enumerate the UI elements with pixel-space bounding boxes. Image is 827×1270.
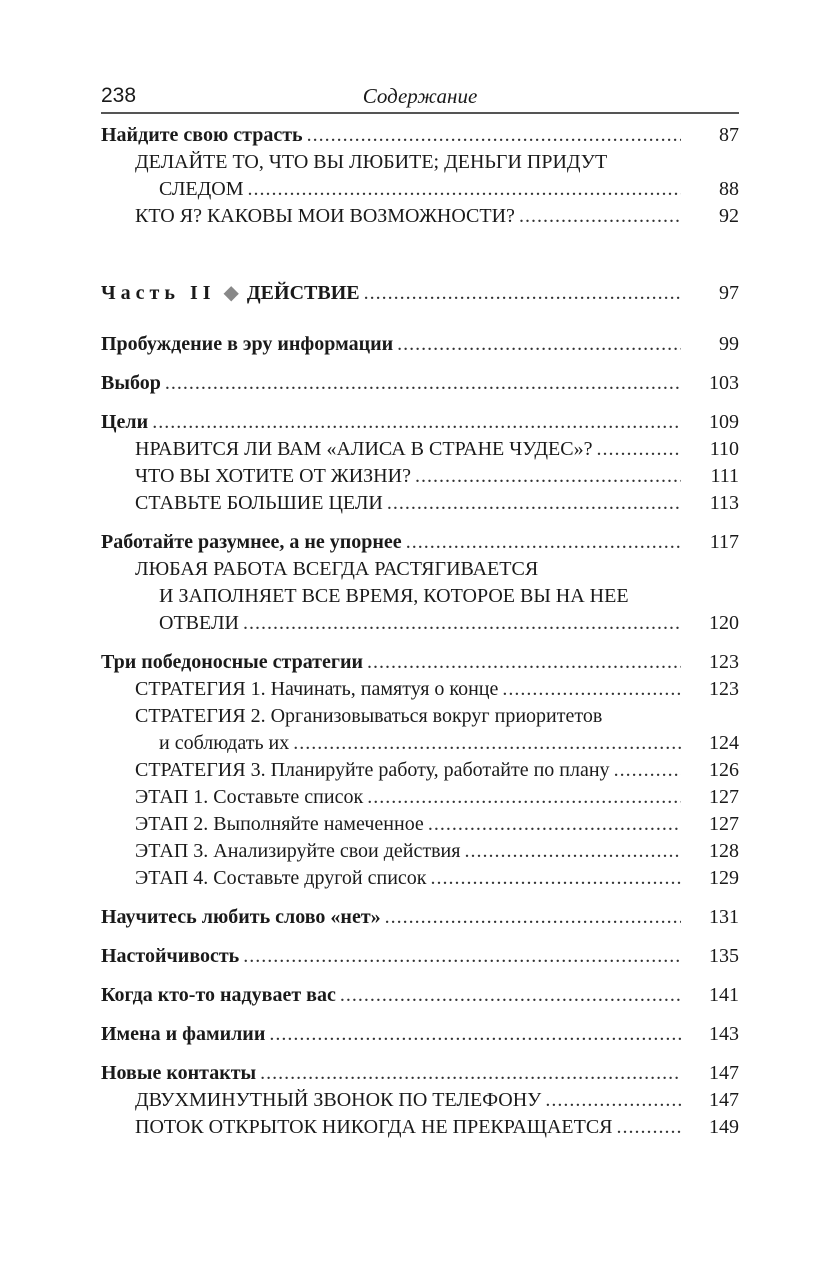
toc-entry	[101, 784, 739, 811]
dot-leader	[364, 280, 681, 307]
toc-entry	[101, 1021, 739, 1048]
toc-entry	[101, 149, 739, 176]
toc-entry	[101, 1087, 739, 1114]
toc-title: Новые контакты	[101, 1062, 257, 1084]
dot-leader	[397, 331, 681, 358]
toc-page: 135	[709, 945, 739, 967]
toc-title: и соблюдать их	[159, 732, 290, 754]
toc-title: Цели	[101, 411, 149, 433]
toc-page: 143	[709, 1023, 739, 1045]
toc-title: СЛЕДОМ	[159, 178, 244, 200]
toc-entry	[101, 583, 739, 610]
toc-title: НРАВИТСЯ ЛИ ВАМ «АЛИСА В СТРАНЕ ЧУДЕС»?	[135, 438, 593, 460]
toc-title: ЧТО ВЫ ХОТИТЕ ОТ ЖИЗНИ?	[135, 465, 411, 487]
toc-entry	[101, 1060, 739, 1087]
toc-page: 127	[709, 786, 739, 808]
toc-title: Когда кто-то надувает вас	[101, 984, 336, 1006]
dot-leader	[248, 176, 682, 203]
toc-title: Работайте разумнее, а не упорнее	[101, 531, 402, 553]
toc-entry	[101, 176, 739, 203]
toc-title: Пробуждение в эру информации	[101, 333, 394, 355]
toc-title: КТО Я? КАКОВЫ МОИ ВОЗМОЖНОСТИ?	[135, 205, 515, 227]
dot-leader	[415, 463, 681, 490]
dot-leader	[464, 838, 681, 865]
toc-page: 147	[709, 1062, 739, 1084]
dot-leader	[428, 811, 681, 838]
toc-page: 131	[709, 906, 739, 928]
running-title: Содержание	[362, 84, 478, 108]
toc-page: 110	[709, 438, 739, 460]
toc-entry	[101, 122, 739, 149]
part-heading	[101, 280, 739, 307]
toc-title: ЛЮБАЯ РАБОТА ВСЕГДА РАСТЯГИВАЕТСЯ	[135, 558, 539, 580]
toc-title: ЭТАП 4. Составьте другой список	[135, 867, 427, 889]
dot-leader	[307, 122, 681, 149]
dot-leader	[387, 490, 681, 517]
toc-title: Три победоносные стратегии	[101, 651, 364, 673]
toc-title: ЭТАП 1. Составьте список	[135, 786, 364, 808]
toc-entry	[101, 490, 739, 517]
toc-title: И ЗАПОЛНЯЕТ ВСЕ ВРЕМЯ, КОТОРОЕ ВЫ НА НЕЕ	[159, 585, 629, 607]
dot-leader	[269, 1021, 681, 1048]
toc-title: ДЕЛАЙТЕ ТО, ЧТО ВЫ ЛЮБИТЕ; ДЕНЬГИ ПРИДУТ	[135, 151, 608, 173]
toc-page: 88	[719, 178, 739, 200]
toc-page: 109	[709, 411, 739, 433]
dot-leader	[385, 904, 681, 931]
toc-page: 141	[709, 984, 739, 1006]
toc-page: 127	[709, 813, 739, 835]
toc-title: ЭТАП 2. Выполняйте намеченное	[135, 813, 424, 835]
dot-leader	[293, 730, 681, 757]
toc-page: 87	[719, 124, 739, 146]
dot-leader	[243, 943, 681, 970]
toc-entry	[101, 436, 739, 463]
toc-page: 99	[719, 333, 739, 355]
diamond-icon: ◆	[223, 282, 239, 304]
toc-page: 117	[709, 531, 739, 553]
toc-entry	[101, 463, 739, 490]
toc-entry	[101, 757, 739, 784]
toc-page: 92	[719, 205, 739, 227]
toc-entry	[101, 943, 739, 970]
toc-entry	[101, 331, 739, 358]
toc-page: 129	[709, 867, 739, 889]
toc-entry	[101, 676, 739, 703]
toc-page: 123	[709, 651, 739, 673]
dot-leader	[502, 676, 681, 703]
dot-leader	[519, 203, 681, 230]
toc-page: 120	[709, 612, 739, 634]
toc-page: 147	[709, 1089, 739, 1111]
toc-title: ЭТАП 3. Анализируйте свои действия	[135, 840, 461, 862]
toc-page: 126	[709, 759, 739, 781]
part-label: Часть II	[101, 282, 216, 304]
toc-title: Настойчивость	[101, 945, 240, 967]
dot-leader	[367, 649, 681, 676]
dot-leader	[243, 610, 681, 637]
toc-title: СТРАТЕГИЯ 1. Начинать, памятуя о конце	[135, 678, 499, 700]
dot-leader	[340, 982, 681, 1009]
toc-entry	[101, 529, 739, 556]
dot-leader	[617, 1114, 681, 1141]
dot-leader	[545, 1087, 681, 1114]
toc-title: СТРАТЕГИЯ 2. Организовываться вокруг приоритетов	[135, 705, 603, 727]
toc-entry	[101, 649, 739, 676]
dot-leader	[152, 409, 681, 436]
page-number: 238	[101, 84, 137, 107]
toc-title: Научитесь любить слово «нет»	[101, 906, 381, 928]
toc-page: 123	[709, 678, 739, 700]
toc-page: 111	[710, 465, 739, 487]
toc-entry	[101, 409, 739, 436]
toc-title: ОТВЕЛИ	[159, 612, 239, 634]
toc-entry	[101, 904, 739, 931]
toc-entry	[101, 811, 739, 838]
toc-page: 149	[709, 1116, 739, 1138]
header-rule	[101, 112, 739, 114]
toc-entry	[101, 703, 739, 730]
dot-leader	[165, 370, 681, 397]
toc-page: 124	[709, 732, 739, 754]
dot-leader	[260, 1060, 681, 1087]
toc-title: Найдите свою страсть	[101, 124, 303, 146]
page-header	[101, 82, 739, 112]
dot-leader	[596, 436, 681, 463]
toc-page: 103	[709, 372, 739, 394]
toc-entry	[101, 838, 739, 865]
toc-page: 113	[709, 492, 739, 514]
toc-entry	[101, 370, 739, 397]
toc-entry	[101, 865, 739, 892]
toc-entry	[101, 556, 739, 583]
toc-title: ДВУХМИНУТНЫЙ ЗВОНОК ПО ТЕЛЕФОНУ	[135, 1089, 542, 1111]
toc-title: СТРАТЕГИЯ 3. Планируйте работу, работайте по плану	[135, 759, 610, 781]
dot-leader	[431, 865, 681, 892]
toc-title: СТАВЬТЕ БОЛЬШИЕ ЦЕЛИ	[135, 492, 383, 514]
toc-title: Выбор	[101, 372, 161, 394]
toc-entry	[101, 982, 739, 1009]
toc-entry	[101, 610, 739, 637]
part-title: ДЕЙСТВИЕ	[246, 282, 360, 304]
toc-entry	[101, 203, 739, 230]
toc-title: ПОТОК ОТКРЫТОК НИКОГДА НЕ ПРЕКРАЩАЕТСЯ	[135, 1116, 613, 1138]
table-of-contents	[101, 122, 739, 1141]
toc-title: Имена и фамилии	[101, 1023, 266, 1045]
toc-entry	[101, 1114, 739, 1141]
toc-entry	[101, 730, 739, 757]
dot-leader	[406, 529, 681, 556]
toc-page: 128	[709, 840, 739, 862]
dot-leader	[614, 757, 681, 784]
dot-leader	[367, 784, 681, 811]
toc-page: 97	[719, 282, 739, 304]
